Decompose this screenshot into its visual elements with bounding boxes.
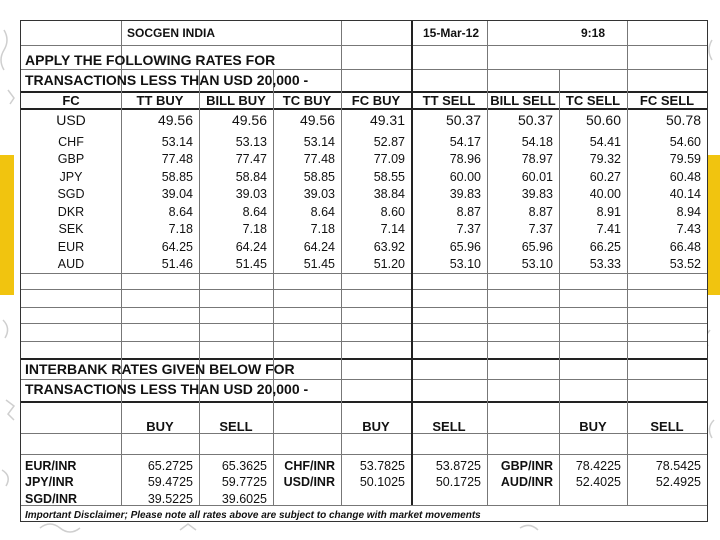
interbank-rate-cell: 53.8725 <box>435 459 481 473</box>
rate-cell: 77.48 <box>303 152 335 166</box>
rate-cell: 7.37 <box>456 222 481 236</box>
rate-cell: 7.18 <box>242 222 267 236</box>
rate-cell: 52.87 <box>373 135 405 149</box>
currency-pair: EUR/INR <box>25 459 77 473</box>
grid-line <box>21 69 707 70</box>
interbank-buy-header-2: BUY <box>362 419 390 434</box>
interbank-rate-cell: 50.1725 <box>435 475 481 489</box>
disclaimer: Important Disclaimer; Please note all rates above are subject to change with market movements <box>25 510 481 521</box>
rate-cell: 49.56 <box>157 112 193 128</box>
interbank-rate-cell: 39.6025 <box>221 492 267 506</box>
currency-pair: JPY/INR <box>25 475 74 489</box>
column-header: TC BUY <box>282 93 332 108</box>
interbank-sell-header-2: SELL <box>432 419 466 434</box>
grid-line <box>21 341 707 342</box>
rate-cell: 49.56 <box>299 112 335 128</box>
rate-cell: 51.45 <box>303 257 335 271</box>
column-header: FC BUY <box>351 93 401 108</box>
rate-cell: 39.83 <box>449 187 481 201</box>
grid-line <box>21 273 707 274</box>
interbank-sell-header-3: SELL <box>650 419 684 434</box>
rate-cell: 7.37 <box>528 222 553 236</box>
interbank-rate-cell: 50.1025 <box>359 475 405 489</box>
currency-code: GBP <box>57 152 85 166</box>
currency-pair: GBP/INR <box>500 459 553 473</box>
grid-line <box>21 358 707 360</box>
rate-cell: 53.14 <box>303 135 335 149</box>
rate-cell: 51.46 <box>161 257 193 271</box>
interbank-rate-cell: 53.7825 <box>359 459 405 473</box>
rate-cell: 50.60 <box>585 112 621 128</box>
interbank-rate-cell: 65.2725 <box>147 459 193 473</box>
section2-title-line1: INTERBANK RATES GIVEN BELOW FOR <box>25 361 295 377</box>
rate-cell: 53.14 <box>161 135 193 149</box>
rate-cell: 39.03 <box>235 187 267 201</box>
right-accent-tab <box>706 155 720 295</box>
rate-cell: 54.60 <box>669 135 701 149</box>
currency-pair: AUD/INR <box>500 475 553 489</box>
rates-sheet <box>20 20 708 522</box>
rate-cell: 8.87 <box>456 205 481 219</box>
rate-cell: 51.20 <box>373 257 405 271</box>
column-header: TT SELL <box>422 93 476 108</box>
rate-cell: 54.41 <box>589 135 621 149</box>
left-accent-tab <box>0 155 14 295</box>
currency-code: SEK <box>58 222 84 236</box>
rate-cell: 38.84 <box>373 187 405 201</box>
rate-cell: 58.55 <box>373 170 405 184</box>
currency-code: SGD <box>57 187 85 201</box>
interbank-rate-cell: 52.4925 <box>655 475 701 489</box>
rate-cell: 7.14 <box>380 222 405 236</box>
grid-line <box>21 289 707 290</box>
rate-cell: 58.85 <box>303 170 335 184</box>
rate-cell: 54.17 <box>449 135 481 149</box>
currency-pair: USD/INR <box>283 475 335 489</box>
currency-code: EUR <box>57 240 85 254</box>
interbank-rate-cell: 78.5425 <box>655 459 701 473</box>
interbank-buy-header-3: BUY <box>579 419 607 434</box>
rate-cell: 8.60 <box>380 205 405 219</box>
currency-pair: SGD/INR <box>25 492 78 506</box>
interbank-rate-cell: 59.7725 <box>221 475 267 489</box>
rate-cell: 53.10 <box>521 257 553 271</box>
rate-cell: 78.96 <box>449 152 481 166</box>
column-header: BILL SELL <box>490 93 556 108</box>
interbank-rate-cell: 52.4025 <box>575 475 621 489</box>
rate-cell: 40.00 <box>589 187 621 201</box>
rate-cell: 66.48 <box>669 240 701 254</box>
section2-title-line2: TRANSACTIONS LESS THAN USD 20,000 - <box>25 381 309 397</box>
rate-cell: 65.96 <box>521 240 553 254</box>
rate-cell: 7.18 <box>310 222 335 236</box>
rate-cell: 7.41 <box>596 222 621 236</box>
rate-cell: 60.01 <box>521 170 553 184</box>
rate-cell: 79.59 <box>669 152 701 166</box>
bank-name: SOCGEN INDIA <box>127 26 216 40</box>
rate-cell: 58.84 <box>235 170 267 184</box>
grid-line <box>21 45 707 46</box>
rate-cell: 53.52 <box>669 257 701 271</box>
rate-cell: 78.97 <box>521 152 553 166</box>
interbank-buy-header-1: BUY <box>146 419 174 434</box>
column-header: BILL BUY <box>206 93 266 108</box>
rate-cell: 8.64 <box>168 205 193 219</box>
currency-code: CHF <box>58 135 84 149</box>
rate-cell: 65.96 <box>449 240 481 254</box>
rate-cell: 7.43 <box>676 222 701 236</box>
rate-cell: 77.48 <box>161 152 193 166</box>
grid-line <box>21 379 707 380</box>
rate-cell: 64.24 <box>303 240 335 254</box>
rate-cell: 50.37 <box>445 112 481 128</box>
rate-cell: 60.00 <box>449 170 481 184</box>
rate-cell: 49.31 <box>369 112 405 128</box>
rate-cell: 77.09 <box>373 152 405 166</box>
interbank-sell-header-1: SELL <box>219 419 253 434</box>
rate-cell: 53.33 <box>589 257 621 271</box>
rate-cell: 60.27 <box>589 170 621 184</box>
currency-code: AUD <box>57 257 85 271</box>
currency-code: JPY <box>59 170 83 184</box>
grid-line <box>21 323 707 324</box>
rate-cell: 77.47 <box>235 152 267 166</box>
currency-pair: CHF/INR <box>284 459 335 473</box>
grid-line <box>21 401 707 403</box>
rate-cell: 8.87 <box>528 205 553 219</box>
rate-cell: 39.04 <box>161 187 193 201</box>
rate-cell: 79.32 <box>589 152 621 166</box>
interbank-rate-cell: 39.5225 <box>147 492 193 506</box>
grid-line <box>21 307 707 308</box>
section1-title-line1: APPLY THE FOLLOWING RATES FOR <box>25 52 276 68</box>
interbank-rate-cell: 59.4725 <box>147 475 193 489</box>
rate-cell: 54.18 <box>521 135 553 149</box>
section1-title-line2: TRANSACTIONS LESS THAN USD 20,000 - <box>25 72 309 88</box>
rate-cell: 39.83 <box>521 187 553 201</box>
rate-cell: 66.25 <box>589 240 621 254</box>
column-header: FC <box>62 93 80 108</box>
rate-cell: 50.78 <box>665 112 701 128</box>
rate-cell: 60.48 <box>669 170 701 184</box>
column-header: TT BUY <box>136 93 184 108</box>
rate-cell: 8.94 <box>676 205 701 219</box>
currency-code: USD <box>56 112 86 128</box>
rate-cell: 39.03 <box>303 187 335 201</box>
rate-cell: 51.45 <box>235 257 267 271</box>
interbank-rate-cell: 65.3625 <box>221 459 267 473</box>
report-time: 9:18 <box>581 26 606 40</box>
rate-cell: 49.56 <box>231 112 267 128</box>
rate-cell: 58.85 <box>161 170 193 184</box>
rate-cell: 64.25 <box>161 240 193 254</box>
rate-cell: 53.10 <box>449 257 481 271</box>
column-header: FC SELL <box>639 93 695 108</box>
rate-cell: 8.64 <box>242 205 267 219</box>
report-date: 15-Mar-12 <box>423 26 480 40</box>
rate-cell: 50.37 <box>517 112 553 128</box>
interbank-rate-cell: 78.4225 <box>575 459 621 473</box>
grid-line <box>21 454 707 455</box>
currency-code: DKR <box>57 205 85 219</box>
column-header: TC SELL <box>565 93 621 108</box>
rate-cell: 7.18 <box>168 222 193 236</box>
rate-cell: 8.91 <box>596 205 621 219</box>
rate-cell: 64.24 <box>235 240 267 254</box>
rate-cell: 53.13 <box>235 135 267 149</box>
rate-cell: 8.64 <box>310 205 335 219</box>
rate-cell: 63.92 <box>373 240 405 254</box>
rate-cell: 40.14 <box>669 187 701 201</box>
